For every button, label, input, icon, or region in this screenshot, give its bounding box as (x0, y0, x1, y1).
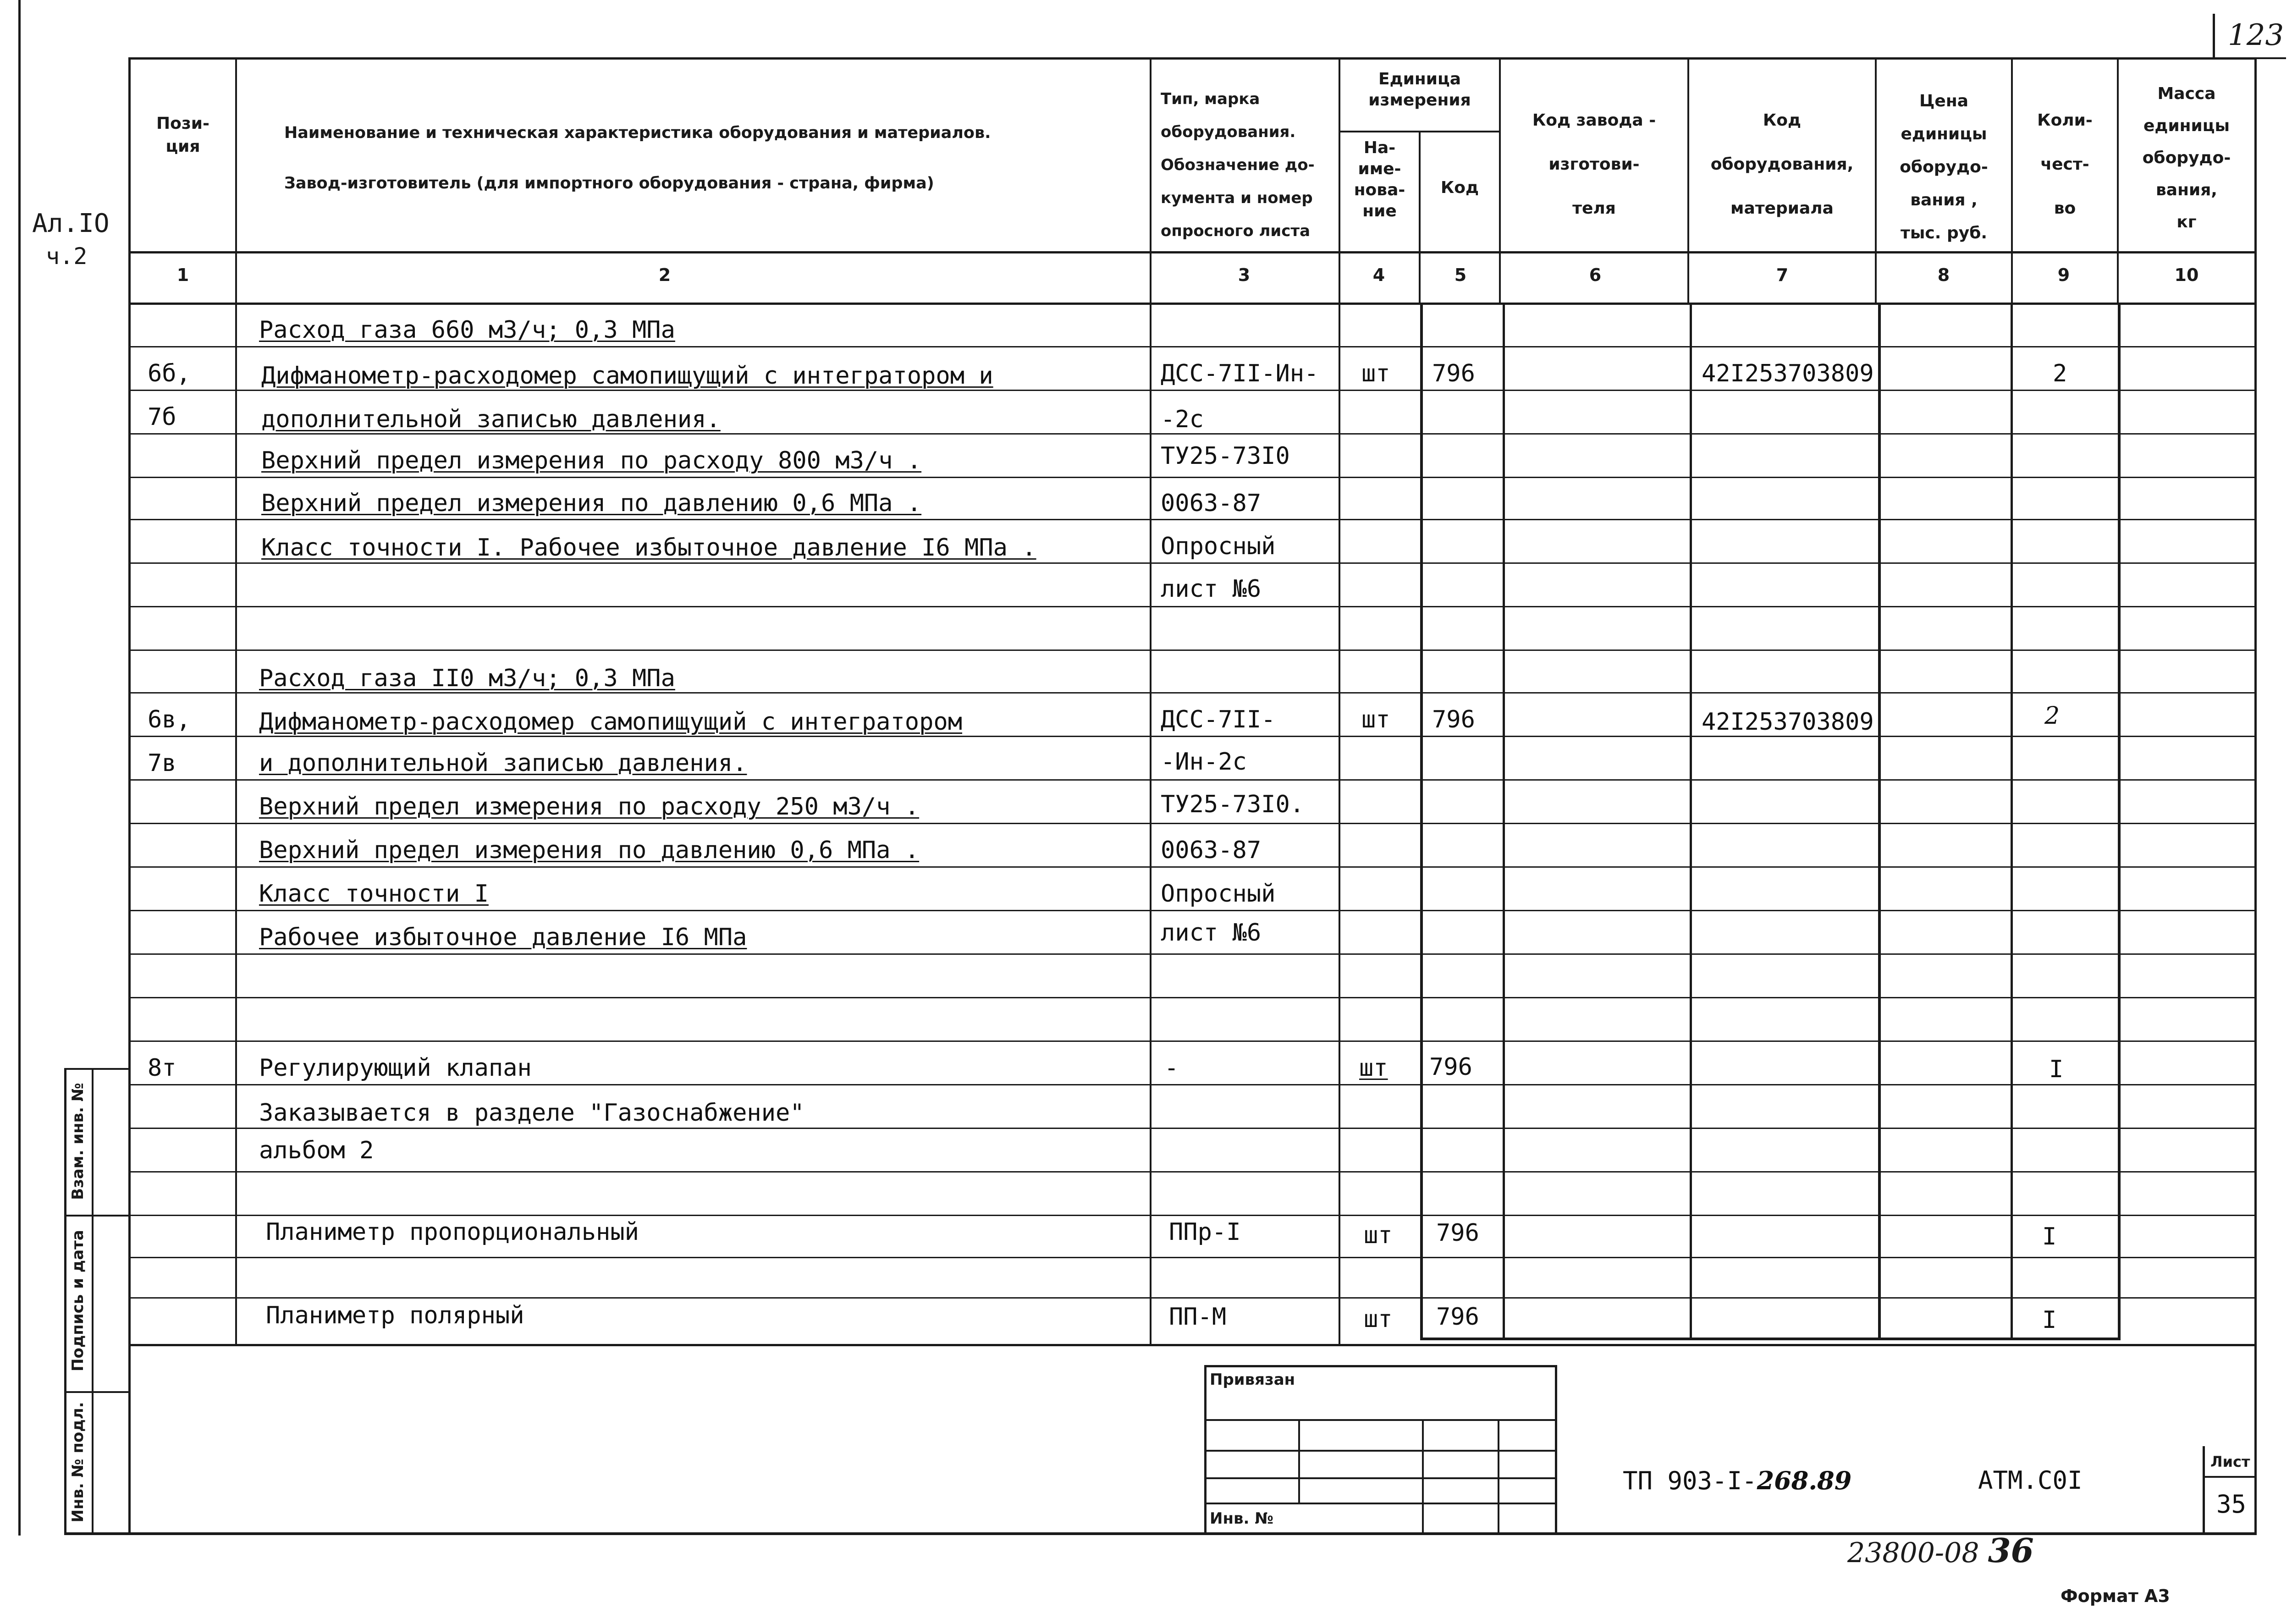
sheet-label: Лист (2210, 1453, 2250, 1470)
row-unit-code: 796 (1436, 1303, 1479, 1331)
row-position: 8т (148, 1054, 176, 1082)
row-unit-code: 796 (1429, 1053, 1472, 1081)
row-type: - (1164, 1054, 1179, 1082)
row-name: дополнительной записью давления. (261, 406, 721, 433)
row-name: Класс точности I (259, 880, 489, 908)
row-name: Планиметр полярный (266, 1302, 524, 1329)
row-type: Опросный (1161, 880, 1276, 908)
row-position: 7б (148, 403, 176, 431)
document-number: ТП 903-I-268.89 (1623, 1466, 1852, 1495)
row-type: 0063-87 (1161, 490, 1262, 517)
row-type: ПП-М (1169, 1303, 1227, 1331)
table-left-border (128, 57, 131, 1534)
row-name: Верхний предел измерения по давлению 0,6 МПа . (261, 490, 922, 517)
header-unit-group: Единица измерения (1368, 70, 1471, 110)
row-name: Класс точности I. Рабочее избыточное давление I6 МПа . (261, 534, 1036, 562)
column-number: 10 (2174, 265, 2199, 285)
page-number-handwritten: 123 (2228, 18, 2284, 52)
row-name: Верхний предел измерения по расходу 800 м3/ч . (261, 447, 922, 474)
header-unit-code: Код (1440, 178, 1479, 197)
header-quantity: Коли- чест- во (2037, 111, 2093, 218)
row-quantity: I (2042, 1306, 2057, 1334)
row-unit-code: 796 (1432, 360, 1475, 387)
row-type: лист №6 (1161, 575, 1262, 603)
row-quantity: I (2042, 1223, 2057, 1250)
row-type: -Ин-2с (1161, 748, 1247, 776)
column-number: 6 (1589, 265, 1602, 285)
row-unit-code: 796 (1432, 706, 1475, 733)
header-position: Пози- ция (156, 114, 209, 156)
row-quantity: 2 (2053, 360, 2067, 387)
header-type: Тип, марка оборудования. Обозначение до- кумента и номер опросного листа (1161, 90, 1315, 240)
row-type: ДСС-7II-Ин- (1161, 360, 1319, 387)
inventory-label: Инв. № (1210, 1509, 1274, 1528)
row-unit-code: 796 (1436, 1219, 1479, 1247)
replaced-inventory-label: Взам. инв. № (69, 1083, 87, 1200)
row-type: ТУ25-73I0. (1161, 791, 1305, 818)
row-unit: шт (1361, 360, 1390, 387)
row-type: -2с (1161, 406, 1204, 433)
row-name: Верхний предел измерения по давлению 0,6 МПа . (259, 837, 920, 864)
row-position: 6б, (148, 360, 191, 387)
column-number: 5 (1454, 265, 1467, 285)
column-number: 3 (1238, 265, 1251, 285)
row-type: Опросный (1161, 533, 1276, 560)
header-plant-code: Код завода - изготови- теля (1532, 111, 1656, 218)
header-equipment-code: Код оборудования, материала (1710, 111, 1854, 218)
row-equipment-code: 42I253703809 (1702, 360, 1874, 387)
row-name: Расход газа II0 м3/ч; 0,3 МПа (259, 665, 675, 692)
row-unit: шт (1361, 706, 1390, 733)
part-label: ч.2 (46, 243, 88, 270)
bound-label: Привязан (1210, 1371, 1295, 1389)
row-type: ДСС-7II- (1161, 706, 1276, 733)
row-type: ППр-I (1169, 1218, 1241, 1246)
column-number: 2 (658, 265, 671, 285)
column-number: 4 (1372, 265, 1385, 285)
row-type: ТУ25-73I0 (1161, 442, 1290, 470)
column-number: 8 (1937, 265, 1950, 285)
bound-stamp (1204, 1365, 1557, 1534)
row-name: Регулирующий клапан (259, 1054, 532, 1082)
sheet-number: 35 (2216, 1490, 2247, 1519)
row-name: Расход газа 660 м3/ч; 0,3 МПа (259, 316, 675, 344)
row-type: 0063-87 (1161, 837, 1262, 864)
column-number: 9 (2057, 265, 2070, 285)
row-name: Верхний предел измерения по расходу 250 м3/ч . (259, 793, 920, 820)
row-name: и дополнительной записью давления. (259, 749, 747, 777)
header-mass: Масса единицы оборудо- вания, кг (2142, 84, 2231, 231)
header-unit-name: На- име- нова- ние (1354, 138, 1405, 220)
row-type: лист №6 (1161, 919, 1262, 947)
paper-format: Формат А3 (2061, 1586, 2170, 1606)
row-quantity: I (2049, 1056, 2064, 1083)
row-position: 6в, (148, 706, 191, 733)
document-code: АТМ.С0I (1978, 1466, 2083, 1495)
row-unit: шт (1364, 1222, 1393, 1249)
row-name: Дифманометр-расходомер самопищущий с интегратором (259, 708, 963, 736)
header-name: Наименование и техническая характеристика оборудования и материалов. Завод-изготовитель (для импортного оборудования - страна, фирма) (284, 124, 991, 193)
original-inventory-label: Инв. № подл. (69, 1402, 87, 1523)
row-name: Рабочее избыточное давление I6 МПа (259, 924, 747, 951)
row-name: альбом 2 (259, 1137, 374, 1164)
album-label: Ал.IO (32, 209, 110, 238)
row-name: Планиметр пропорциональный (266, 1218, 639, 1246)
row-name: Дифманометр-расходомер самопищущий с интегратором и (261, 362, 993, 390)
column-number: 7 (1776, 265, 1789, 285)
header-price: Цена единицы оборудо- вания , тыс. руб. (1900, 92, 1988, 242)
archive-number: 23800-08 36 (1847, 1531, 2034, 1570)
row-unit: шт (1359, 1054, 1388, 1082)
row-position: 7в (148, 749, 176, 777)
row-name: Заказывается в разделе "Газоснабжение" (259, 1099, 804, 1127)
column-number: 1 (176, 265, 189, 285)
row-quantity: 2 (2044, 702, 2060, 730)
signature-date-label: Подпись и дата (69, 1230, 87, 1371)
row-unit: шт (1364, 1305, 1393, 1333)
row-equipment-code: 42I253703809 (1702, 708, 1874, 736)
